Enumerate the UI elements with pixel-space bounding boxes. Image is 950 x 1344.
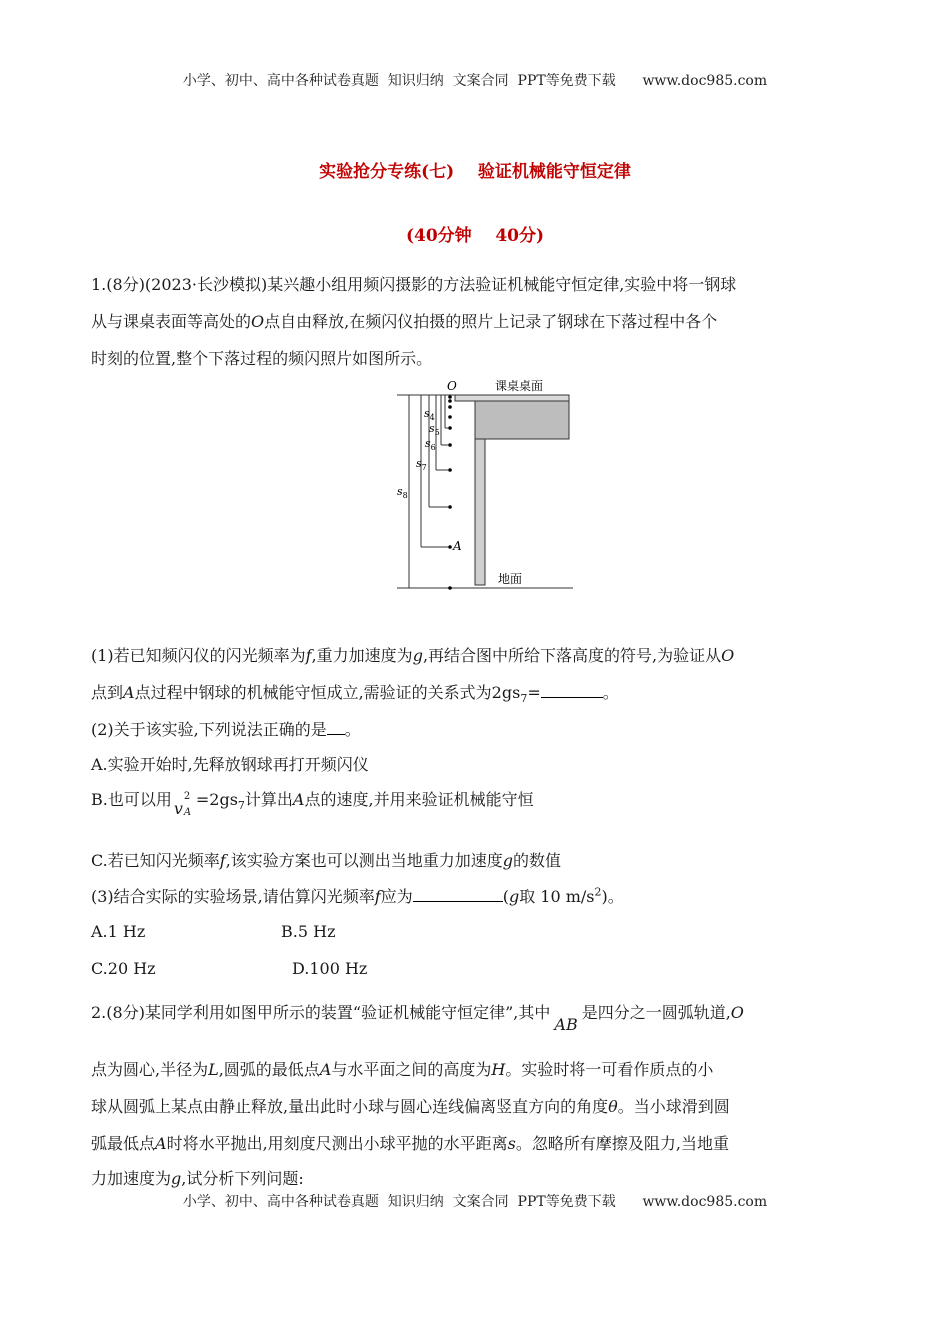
- q1-line-1: 1.(8分)(2023·长沙模拟)某兴趣小组用频闪摄影的方法验证机械能守恒定律,实验中将一钢球: [91, 275, 737, 294]
- label-s6: $s_6$: [425, 437, 436, 452]
- dot-ground: [448, 586, 452, 590]
- dot-1: [448, 395, 452, 399]
- dot-6: [448, 443, 452, 447]
- dot-5: [448, 426, 452, 430]
- q2-line-2: 点为圆心,半径为L,圆弧的最低点A与水平面之间的高度为H。实验时将一可看作质点的小: [91, 1060, 714, 1079]
- q1-part1-line-1: (1)若已知频闪仪的闪光频率为f,重力加速度为g,再结合图中所给下落高度的符号,为验证从O: [91, 646, 735, 665]
- q1-line-2: 从与课桌表面等高处的O点自由释放,在频闪仪拍摄的照片上记录了钢球在下落过程中各个: [91, 312, 718, 331]
- dot-A: [448, 545, 452, 549]
- page-subtitle: (40分钟 40分): [405, 226, 545, 246]
- label-s5: $s_5$: [429, 422, 440, 437]
- q2-line-3: 球从圆弧上某点由静止释放,量出此时小球与圆心连线偏离竖直方向的角度θ。当小球滑到圆: [91, 1097, 730, 1116]
- q1-option-b: B.也可以用 v 2 A $=2gs_7$计算出A点的速度,并用来验证机械能守恒: [91, 790, 534, 818]
- q1-part3: (3)结合实际的实验场景,请估算闪光频率f应为 (g取 10 $m/s^2$)。: [91, 885, 624, 906]
- q1-choice-a: A.1 Hz: [91, 922, 146, 941]
- q1-part2: (2)关于该实验,下列说法正确的是 。: [91, 720, 361, 739]
- label-s8: $s_8$: [397, 485, 408, 500]
- q1-line-3: 时刻的位置,整个下落过程的频闪照片如图所示。: [91, 349, 433, 368]
- desk-top: [455, 395, 569, 401]
- answer-blank-3[interactable]: [413, 885, 503, 902]
- desk-drawer: [475, 401, 569, 439]
- label-A: A: [453, 539, 462, 553]
- q1-choice-b: B.5 Hz: [281, 922, 336, 941]
- dot-3: [448, 405, 452, 409]
- q1-part1-line-2: 点到A点过程中钢球的机械能守恒成立,需验证的关系式为$2gs_7=$ 。: [91, 683, 619, 706]
- label-s4: $s_4$: [424, 407, 435, 422]
- label-ground: 地面: [498, 572, 523, 586]
- arc-AB: AB: [554, 1015, 578, 1034]
- q1-choice-c: C.20 Hz: [91, 959, 156, 978]
- answer-blank-1[interactable]: [541, 681, 603, 698]
- q2-line-1: 2.(8分)某同学利用如图甲所示的装置“验证机械能守恒定律”,其中AB是四分之一圆弧轨道,O: [91, 1003, 744, 1034]
- label-O: O: [447, 379, 457, 393]
- page-title: 实验抢分专练(七) 验证机械能守恒定律: [319, 162, 631, 182]
- label-s7: $s_7$: [416, 457, 427, 472]
- page-footer: 小学、初中、高中各种试卷真题 知识归纳 文案合同 PPT等免费下载 www.doc985.com: [182, 1194, 768, 1210]
- q2-line-5: 力加速度为g,试分析下列问题:: [91, 1169, 304, 1188]
- q1-choice-d: D.100 Hz: [292, 959, 368, 978]
- ball-positions: [448, 395, 452, 590]
- dot-8: [448, 505, 452, 509]
- label-desk: 课桌桌面: [495, 379, 544, 393]
- q1-option-a: A.实验开始时,先释放钢球再打开频闪仪: [91, 755, 369, 774]
- answer-blank-2[interactable]: [327, 718, 345, 735]
- q2-line-4: 弧最低点A时将水平抛出,用刻度尺测出小球平抛的水平距离s。忽略所有摩擦及阻力,当地重: [91, 1134, 729, 1153]
- dot-4: [448, 415, 452, 419]
- q1-option-c: C.若已知闪光频率f,该实验方案也可以测出当地重力加速度g的数值: [91, 851, 562, 870]
- page-header: 小学、初中、高中各种试卷真题 知识归纳 文案合同 PPT等免费下载 www.doc985.com: [182, 73, 768, 89]
- dot-7: [448, 468, 452, 472]
- dot-2: [448, 399, 452, 403]
- desk-leg: [475, 439, 485, 585]
- free-fall-figure: [395, 375, 575, 595]
